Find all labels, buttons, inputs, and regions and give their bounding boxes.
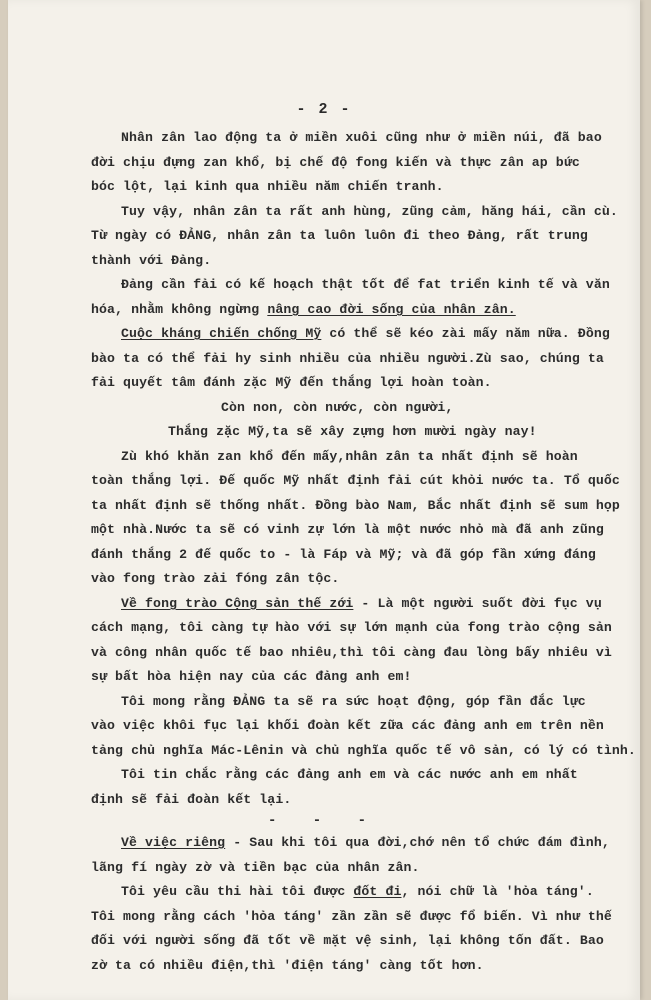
text-line: Zù khó khăn zan khổ đến mấy,nhân zân ta nhất định sẽ hoàn [121,449,578,464]
text-segment: , nói chữ là 'hỏa táng'. [401,884,594,899]
text-line: Tôi mong rằng cách 'hỏa táng' zần zần sẽ được fổ biến. Vì như thế [91,909,612,924]
text-line: tảng chủ nghĩa Mác-Lênin và chủ nghĩa quốc tế vô sản, có lý có tình. [91,743,636,758]
text-line: cách mạng, tôi càng tự hào với sự lớn mạnh của fong trào cộng sản [91,620,612,635]
text-segment: có thể sẽ kéo zài mấy năm nữa. Đồng [321,326,610,341]
text-line: sự bất hòa hiện nay của các đảng anh em! [91,669,412,684]
verse-line: Còn non, còn nước, còn người, [221,400,454,415]
text-line [121,884,594,899]
underlined-phrase: nâng cao đời sống của nhân zân. [267,302,516,317]
text-line: bào ta có thể fải hy sinh nhiều của nhiều người.Zù sao, chúng ta [91,351,604,366]
text-line: định sẽ fải đoàn kết lại. [91,792,292,807]
page-number: - 2 - [296,101,352,118]
text-segment: - Sau khi tôi qua đời,chớ nên tổ chức đám đình, [225,835,610,850]
text-line: đánh thắng 2 đế quốc to - là Fáp và Mỹ; và đã góp fần xứng đáng [91,547,596,562]
text-line: Nhân zân lao động ta ở miền xuôi cũng như ở miền núi, đã bao [121,130,602,145]
text-line [121,326,610,341]
underlined-heading: Về việc riêng [121,835,226,850]
underlined-heading: Về fong trào Cộng sản thế zới [121,596,354,611]
section-separator: - - - [267,813,380,829]
text-line: đời chịu đựng zan khổ, bị chế độ fong kiến và thực zân ap bức [91,155,580,170]
text-line: ta nhất định sẽ thống nhất. Đồng bào Nam, Bắc nhất định sẽ sum họp [91,498,620,513]
text-line: Tôi tin chắc rằng các đảng anh em và các nước anh em nhất [121,767,578,782]
underlined-phrase: đốt đi [353,884,402,899]
document-page [8,0,640,1000]
text-line: Từ ngày có ĐẢNG, nhân zân ta luôn luôn đi theo Đảng, rất trung [91,228,588,243]
text-line: vào việc khôi fục lại khối đoàn kết zữa các đảng anh em trên nền [91,718,604,733]
text-line: lãng fí ngày zờ và tiền bạc của nhân zân. [91,860,420,875]
text-line: fải quyết tâm đánh zặc Mỹ đến thắng lợi hoàn toàn. [91,375,492,390]
text-line: Tuy vậy, nhân zân ta rất anh hùng, zũng cảm, hăng hái, cần cù. [121,204,618,219]
text-line [91,302,516,317]
text-line: và công nhân quốc tế bao nhiêu,thì tôi càng đau lòng bấy nhiêu vì [91,645,612,660]
underlined-heading: Cuộc kháng chiến chống Mỹ [121,326,322,341]
text-line: Tôi mong rằng ĐẢNG ta sẽ ra sức hoạt động, góp fần đắc lực [121,694,586,709]
text-line: thành với Đảng. [91,253,212,268]
text-line: vào fong trào zải fóng zân tộc. [91,571,340,586]
text-line [121,596,602,611]
text-line: đối với người sống đã tốt về mặt vệ sinh, lại không tốn đất. Bao [91,933,604,948]
text-segment: Tôi yêu cầu thi hài tôi được [121,884,354,899]
text-segment: - Là một người suốt đời fục vụ [353,596,602,611]
text-segment: hóa, nhằm không ngừng [91,302,268,317]
text-line [121,835,610,850]
text-line: toàn thắng lợi. Đế quốc Mỹ nhất định fải cút khỏi nước ta. Tổ quốc [91,473,620,488]
text-line: một nhà.Nước ta sẽ có vinh zự lớn là một nước nhỏ mà đã anh zũng [91,522,604,537]
text-line: Đảng cần fải có kế hoạch thật tốt để fat triển kinh tế và văn [121,277,610,292]
text-line: bóc lột, lại kinh qua nhiều năm chiến tranh. [91,179,444,194]
verse-line: Thắng zặc Mỹ,ta sẽ xây zựng hơn mười ngày nay! [168,424,537,439]
text-line: zờ ta có nhiều điện,thì 'điện táng' càng tốt hơn. [91,958,484,973]
